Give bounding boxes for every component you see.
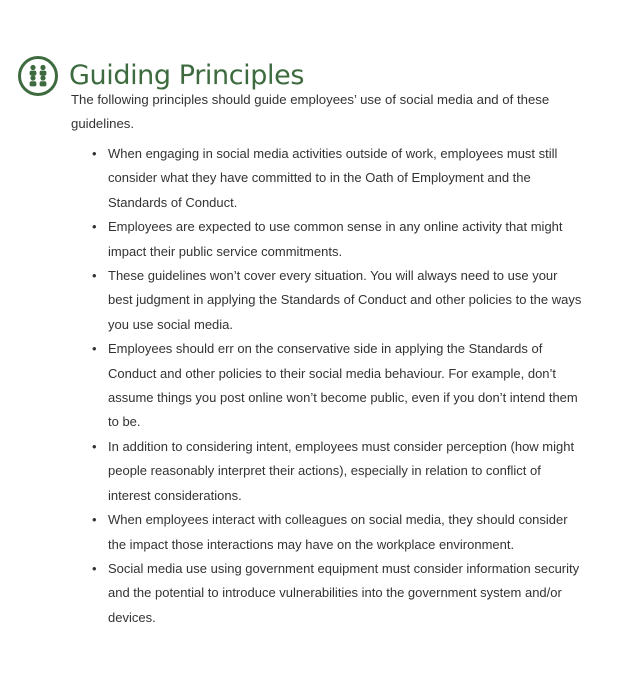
list-item-text: Employees should err on the conservative side in applying the Standards of Conduct and other policies to their social media behaviour. For example, don’t assume things you post online won’t become public, even if you don’t intend them to be. bbox=[108, 341, 578, 430]
list-item-text: In addition to considering intent, employees must consider perception (how might people reasonably interpret their actions), especially in relation to conflict of interest considerations. bbox=[108, 438, 575, 503]
list-item bbox=[90, 557, 585, 630]
bullet-icon: • bbox=[92, 219, 97, 235]
list-item bbox=[90, 508, 585, 557]
list-item-text: When engaging in social media activities outside of work, employees must still consider what they have committed to in the Oath of Employment and the Standards of Conduct. bbox=[108, 146, 558, 210]
list-item-text: These guidelines won’t cover every situation. You will always need to use your best judgment in applying the Standards of Conduct and other policies to the ways you use social media. bbox=[108, 268, 582, 332]
bullet-icon: • bbox=[92, 341, 97, 357]
bullet-icon: • bbox=[92, 146, 97, 161]
list-item bbox=[90, 142, 585, 215]
bullet-icon: • bbox=[92, 438, 97, 454]
list-item bbox=[90, 435, 585, 508]
list-item-text: Social media use using government equipment must consider information security and the potential to introduce vulnerabilities into the government system and/or devices. bbox=[108, 560, 580, 625]
list-item bbox=[90, 337, 585, 435]
intro-paragraph: The following principles should guide employees’ use of social media and of these guidelines. bbox=[71, 92, 550, 131]
list-item-text: Employees are expected to use common sense in any online activity that might impact their public service commitments. bbox=[108, 219, 563, 259]
bullet-icon: • bbox=[92, 512, 97, 528]
bullet-icon: • bbox=[92, 560, 97, 576]
list-item bbox=[90, 264, 585, 337]
list-item bbox=[90, 215, 585, 264]
people-group-icon bbox=[18, 56, 58, 96]
principles-list bbox=[90, 142, 585, 630]
page-title: Guiding Principles bbox=[69, 60, 304, 92]
list-item-text: When employees interact with colleagues on social media, they should consider the impact those interactions may have on the workplace environment. bbox=[108, 512, 568, 552]
bullet-icon: • bbox=[92, 268, 97, 284]
